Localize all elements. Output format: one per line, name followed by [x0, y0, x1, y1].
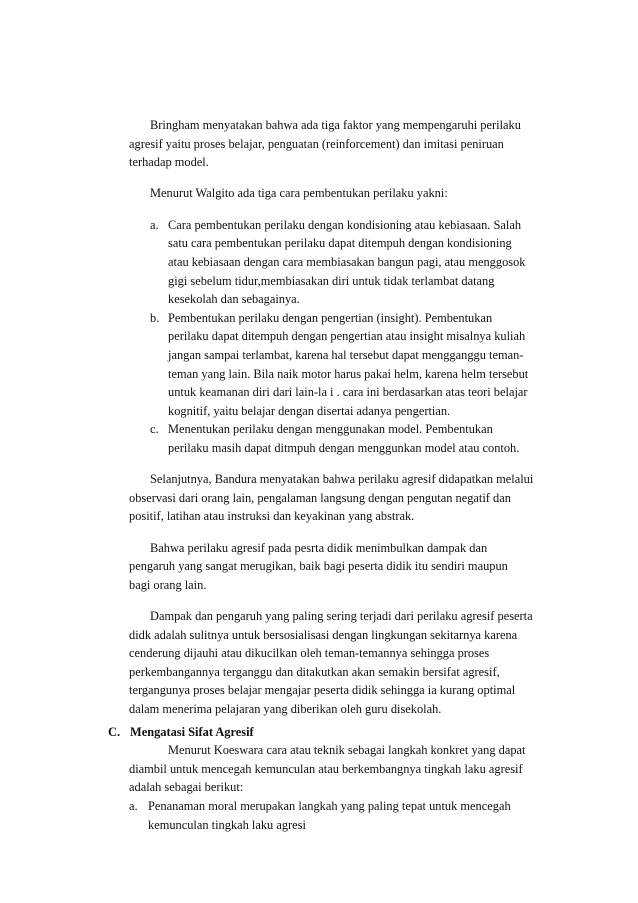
list-item-a [0, 216, 638, 309]
text-line: positif, latihan atau instruksi dan keyakinan yang abstrak. [129, 509, 415, 524]
paragraph-bandura [0, 470, 638, 526]
list-marker: c. [150, 422, 159, 437]
paragraph-bringham [0, 116, 638, 172]
list-marker: a. [129, 799, 138, 814]
list-pembentukan-perilaku [0, 216, 638, 458]
text-line: Dampak dan pengaruh yang paling sering terjadi dari perilaku agresif peserta [150, 609, 533, 624]
text-line: teman yang lain. Bila naik motor harus pakai helm, karena helm tersebut [168, 366, 529, 381]
text-line: satu cara pembentukan perilaku dapat ditempuh dengan kondisioning [168, 236, 512, 251]
section-letter: C. [108, 724, 121, 739]
section-title: Mengatasi Sifat Agresif [130, 724, 254, 739]
list-marker: b. [150, 310, 160, 325]
text-line: tergangunya proses belajar mengajar peserta didik sehingga ia kurang optimal [129, 683, 516, 698]
text-line: didk adalah sulitnya untuk bersosialisasi dengan lingkungan sekitarnya karena [129, 627, 518, 642]
text-line: observasi dari orang lain, pengalaman langsung dengan pengutan negatif dan [129, 490, 511, 505]
text-line: terhadap model. [129, 155, 209, 170]
text-line: perkembangannya terganggu dan ditakutkan akan semakin bersifat agresif, [129, 664, 500, 679]
text-line: Penanaman moral merupakan langkah yang paling tepat untuk mencegah [148, 799, 511, 814]
text-line: Menentukan perilaku dengan menggunakan model. Pembentukan [168, 422, 493, 437]
text-line: gigi sebelum tidur,membiasakan diri untuk tidak terlambat datang [168, 273, 495, 288]
text-line: Bringham menyatakan bahwa ada tiga faktor yang mempengaruhi perilaku [150, 118, 521, 132]
text-line: Pembentukan perilaku dengan pengertian (insight). Pembentukan [168, 310, 493, 325]
paragraph-walgito: Menurut Walgito ada tiga cara pembentukan perilaku yakni: [150, 186, 448, 201]
list-item-a [0, 797, 638, 834]
text-line: agresif yaitu proses belajar, penguatan (reinforcement) dan imitasi peniruan [129, 136, 504, 151]
text-line: diambil untuk mencegah kemunculan atau berkembangnya tingkah laku agresif [129, 761, 523, 776]
text-line: pengaruh yang sangat merugikan, baik bagi peserta didik itu sendiri maupun [129, 559, 508, 574]
list-item-c [0, 420, 638, 457]
text-line: adalah sebagai berikut: [129, 780, 244, 795]
text-line: Menurut Koeswara cara atau teknik sebagai langkah konkret yang dapat [168, 743, 526, 758]
text-line: kognitif, yaitu belajar dengan disertai adanya pengertian. [168, 403, 451, 418]
text-line: perilaku dapat ditempuh dengan pengertian atau insight misalnya kuliah [168, 329, 526, 344]
text-line: kesekolah dan sebagainya. [168, 292, 300, 307]
text-line: atau kebiasaan dengan cara membiasakan bangun pagi, atau menggosok [168, 254, 526, 269]
text-line: Bahwa perilaku agresif pada pesrta didik menimbulkan dampak dan [150, 540, 488, 555]
text-line: kemunculan tingkah laku agresi [148, 817, 306, 832]
text-line: Selanjutnya, Bandura menyatakan bahwa perilaku agresif didapatkan melalui [150, 472, 534, 487]
text-line: dalam menerima pelajaran yang diberikan oleh guru disekolah. [129, 702, 442, 717]
text-line: bagi orang lain. [129, 577, 207, 592]
text-line: Cara pembentukan perilaku dengan kondisioning atau kebiasaan. Salah [168, 217, 522, 232]
section-heading [0, 723, 638, 742]
page-content [0, 116, 638, 834]
text-line: untuk keamanan diri dari lain-la i . cara ini berdasarkan atas teori belajar [168, 385, 528, 400]
list-item-b [0, 309, 638, 421]
paragraph-bahwa [0, 539, 638, 595]
list-marker: a. [150, 217, 159, 232]
section-c [0, 723, 638, 835]
text-line: jangan sampai terlambat, karena hal tersebut dapat mengganggu teman- [168, 347, 524, 362]
text-line: cenderung dijauhi atau dikucilkan oleh teman-temannya sehingga proses [129, 646, 490, 661]
paragraph-dampak [0, 607, 638, 719]
text-line: perilaku masih dapat ditmpuh dengan menggunkan model atau contoh. [168, 440, 520, 455]
